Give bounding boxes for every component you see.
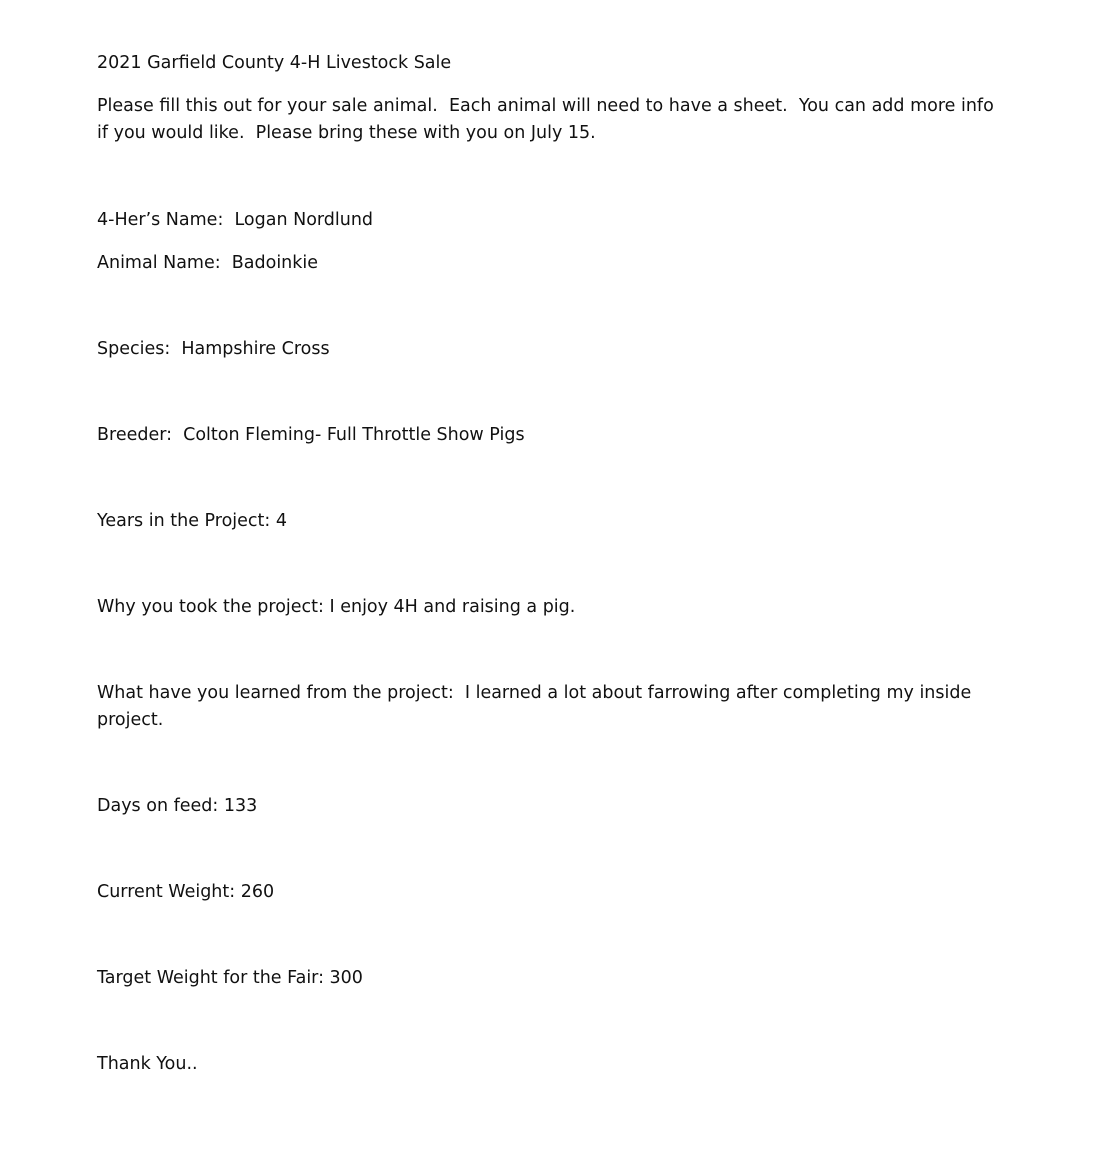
field-years-in-project: Years in the Project: 4 — [97, 511, 287, 531]
field-animal-name: Animal Name: Badoinkie — [97, 253, 319, 273]
field-why-project: Why you took the project: I enjoy 4H and raising a pig. — [97, 597, 576, 617]
field-species: Species: Hampshire Cross — [97, 339, 330, 359]
closing-text: Thank You.. — [97, 1054, 198, 1074]
field-breeder: Breeder: Colton Fleming- Full Throttle Show Pigs — [97, 425, 525, 445]
field-days-on-feed: Days on feed: 133 — [97, 796, 258, 816]
document-title: 2021 Garfield County 4-H Livestock Sale — [97, 53, 452, 73]
field-target-weight: Target Weight for the Fair: 300 — [97, 968, 363, 988]
field-what-learned: What have you learned from the project: I learned a lot about farrowing after completing my inside project. — [97, 683, 977, 730]
field-4her-name: 4-Her’s Name: Logan Nordlund — [97, 210, 374, 230]
instructions-text: Please fill this out for your sale animal. Each animal will need to have a sheet. You can add more info if you would like. Please bring these with you on July 15. — [97, 96, 1000, 143]
field-current-weight: Current Weight: 260 — [97, 882, 275, 902]
